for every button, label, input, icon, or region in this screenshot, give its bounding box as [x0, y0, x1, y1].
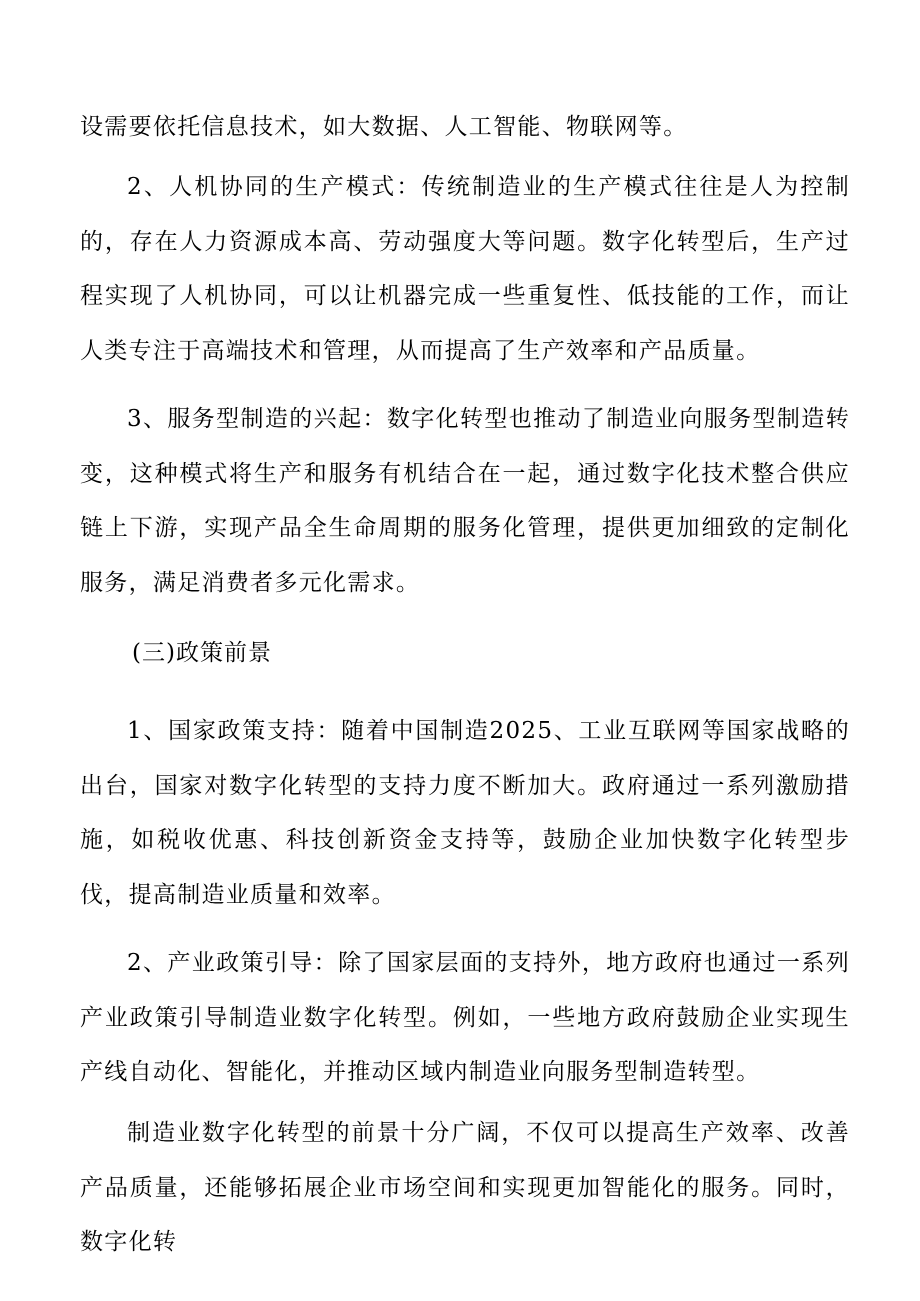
paragraph-conclusion: 制造业数字化转型的前景十分广阔，不仅可以提高生产效率、改善产品质量，还能够拓展企业市场空间和实现更加智能化的服务。同时，数字化转: [80, 1120, 850, 1256]
paragraph-human-machine: 2、人机协同的生产模式：传统制造业的生产模式往往是人为控制的，存在人力资源成本高、劳动强度大等问题。数字化转型后，生产过程实现了人机协同，可以让机器完成一些重复性、低技能的工作，而让人类专注于高端技术和管理，从而提高了生产效率和产品质量。: [80, 174, 850, 364]
section-heading-policy: (三)政策前景: [132, 640, 272, 666]
paragraph-national-policy: 1、国家政策支持：随着中国制造2025、工业互联网等国家战略的出台，国家对数字化转型的支持力度不断加大。政府通过一系列激励措施，如税收优惠、科技创新资金支持等，鼓励企业加快数字化转型步伐，提高制造业质量和效率。: [80, 718, 850, 908]
paragraph-industrial-policy: 2、产业政策引导：除了国家层面的支持外，地方政府也通过一系列产业政策引导制造业数字化转型。例如，一些地方政府鼓励企业实现生产线自动化、智能化，并推动区域内制造业向服务型制造转型。: [80, 950, 850, 1086]
paragraph-service-manufacturing: 3、服务型制造的兴起：数字化转型也推动了制造业向服务型制造转变，这种模式将生产和服务有机结合在一起，通过数字化技术整合供应链上下游，实现产品全生命周期的服务化管理，提供更加细致的定制化服务，满足消费者多元化需求。: [80, 406, 850, 596]
paragraph-continuation: 设需要依托信息技术，如大数据、人工智能、物联网等。: [80, 114, 688, 140]
